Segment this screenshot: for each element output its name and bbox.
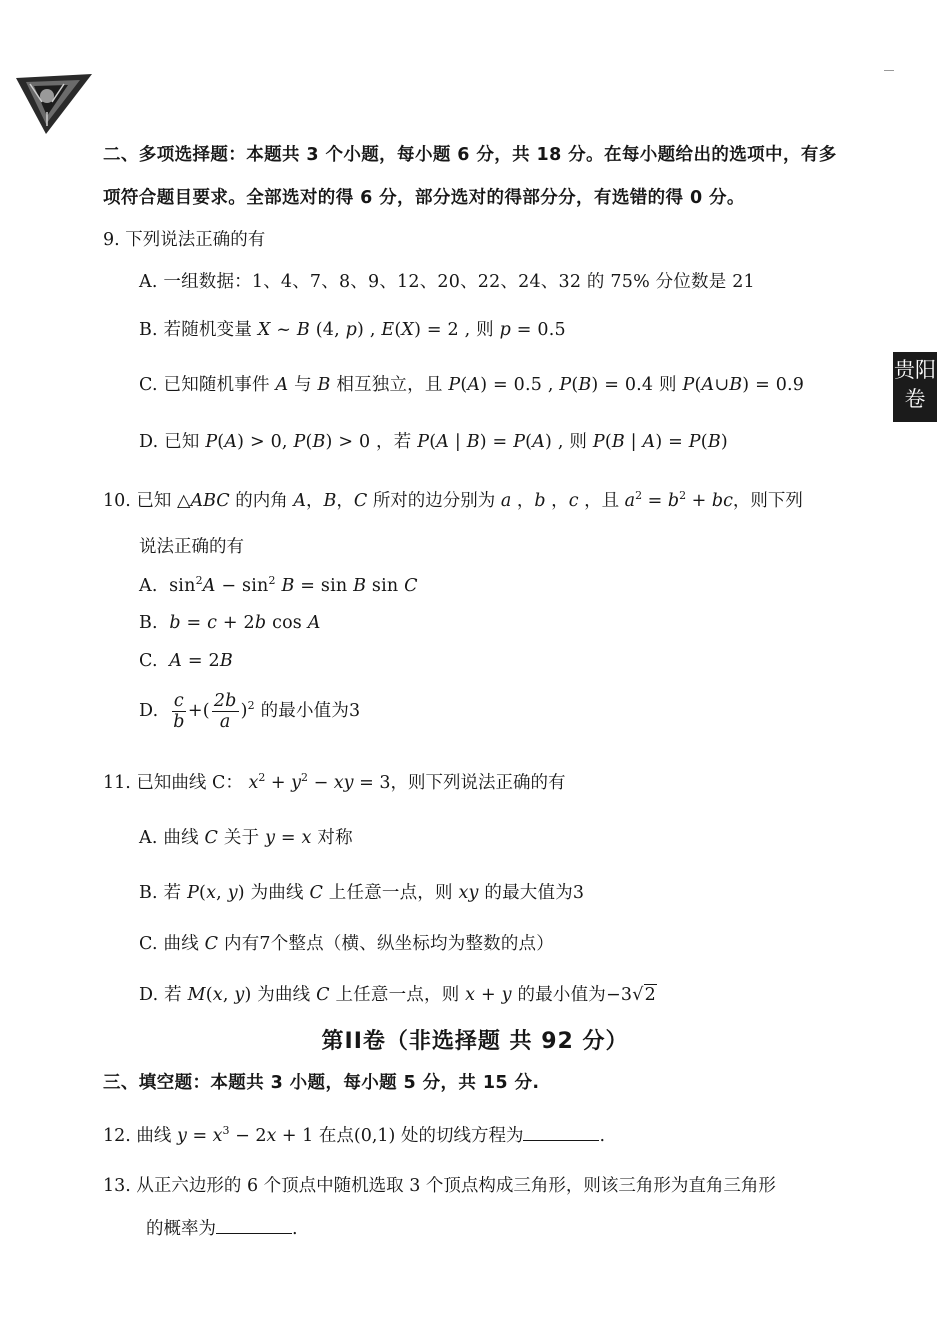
q9-option-c-label: C. 已知随机事件 <box>139 375 270 395</box>
q11-option-b-suffix: 的最大值为3 <box>484 883 585 903</box>
q11-option-a-text: 对称 <box>317 828 353 848</box>
q9-option-a: A. 一组数据：1、4、7、8、9、12、20、22、24、32 的 75% 分位数是 21 <box>139 272 755 292</box>
q12-prefix: 12. 曲线 <box>103 1126 172 1146</box>
q10-option-b: B. b = c + 2b cos A <box>139 613 321 633</box>
section3-heading: 三、填空题：本题共 3 小题，每小题 5 分，共 15 分. <box>103 1073 540 1093</box>
region-tab <box>893 352 937 422</box>
q10-stem-mid: 的内角 <box>235 491 288 511</box>
q12-mid: 在点 <box>318 1126 354 1146</box>
q9-option-c-formula: A 与 B 相互独立，且 P(A) = 0.5 , P(B) = 0.4 则 P(A∪B) = 0.9 <box>275 375 805 395</box>
q10-option-c: C. A = 2B <box>139 651 233 671</box>
q10-angles: A <box>293 491 306 511</box>
q11-option-d: D. 若 M(x, y) 为曲线 C 上任意一点，则 x + y 的最小值为−3√2 <box>139 985 656 1005</box>
part2-title: 第II卷（非选择题 共 92 分） <box>321 1029 629 1054</box>
q10-stem-suffix: ，则下列 <box>732 491 803 511</box>
scan-mark <box>884 70 894 71</box>
q12-curve: $y = x^3 - 2x + 1$ <box>176 1124 314 1146</box>
q11-stem-suffix: ，则下列说法正确的有 <box>390 773 566 793</box>
q9-option-b-formula: X ~ B (4, p) , E(X) = 2 , 则 p = 0.5 <box>257 320 566 340</box>
school-seal-logo <box>14 72 94 140</box>
q12-answer-blank[interactable] <box>523 1126 599 1141</box>
q13-line2-text: 的概率为 <box>146 1219 216 1239</box>
q9-option-d-formula: P(A) > 0, P(B) > 0 ，若 P(A | B) = P(A) , 则 P(B | A) = P(B) <box>205 432 728 452</box>
q13-answer-blank[interactable] <box>216 1219 292 1234</box>
q10-stem-mid2: 所对的边分别为 <box>372 491 496 511</box>
q11-option-c-text: 内有7个整点（横、纵坐标均为整数的点） <box>224 934 554 954</box>
q9-option-d-label: D. 已知 <box>139 432 200 452</box>
q9-option-b <box>139 318 566 342</box>
q13-stem-line1: 13. 从正六边形的 6 个顶点中随机选取 3 个顶点构成三角形，则该三角形为直角三角形 <box>103 1176 776 1196</box>
q11-stem <box>103 771 566 795</box>
q10-stem-prefix: 10. 已知 <box>103 491 172 511</box>
q11-option-b-mid: 为曲线 <box>250 883 304 903</box>
section2-heading-line1: 二、多项选择题：本题共 3 个小题，每小题 6 分，共 18 分。在每小题给出的选项中，有多 <box>103 145 837 165</box>
region-tab-line2: 卷 <box>904 387 926 411</box>
q12-suffix: 处的切线方程为 <box>400 1126 524 1146</box>
q13-stem-line2: 的概率为 . <box>146 1219 298 1239</box>
q10-stem-line1: 10. 已知 △ABC 的内角 A，B，C 所对的边分别为 a ，b ，c ，且 $a^2 = b^2$ + bc，则下列 <box>103 489 803 511</box>
q11-option-a: A. 曲线 C 关于 y = x 对称 <box>139 828 353 848</box>
region-tab-line1: 贵阳 <box>894 358 936 382</box>
q12-point: (0,1) <box>353 1126 396 1146</box>
q10-sides: a ，b ，c ，且 $a^2 = b^2$ + bc <box>500 489 733 511</box>
q11-option-c: C. 曲线 C 内有7个整点（横、纵坐标均为整数的点） <box>139 934 554 954</box>
q11-curve-equation: $x^2 + y^2$ − xy = 3 <box>248 771 391 793</box>
q9-stem: 9. 下列说法正确的有 <box>103 230 266 250</box>
q10-stem-line2: 说法正确的有 <box>139 537 244 557</box>
q11-option-d-mid: 为曲线 <box>257 985 311 1005</box>
q11-option-b: B. 若 P(x, y) 为曲线 C 上任意一点，则 xy 的最大值为3 <box>139 883 585 903</box>
q10-triangle: △ABC <box>176 491 230 511</box>
q12-stem: 12. 曲线 $y = x^3 - 2x + 1$ 在点(0,1) 处的切线方程为 . <box>103 1124 606 1146</box>
q10-option-a: A. $\sin^2A - \sin^2 B = \sin B$ sin C <box>139 574 418 596</box>
q11-option-d-suffix: 的最小值为 <box>517 985 606 1005</box>
q9-option-c <box>139 373 804 397</box>
q10-option-d: D. $\frac{c}{b}$ +( $\frac{2b}{a}$ )$^2$ 的最小值为3 <box>139 691 361 732</box>
q9-option-b-label: B. 若随机变量 <box>139 320 253 340</box>
section2-heading-line2: 项符合题目要求。全部选对的得 6 分，部分选对的得部分分，有选错的得 0 分。 <box>103 188 745 208</box>
q10-option-d-suffix: 的最小值为3 <box>260 701 361 721</box>
q11-stem-prefix: 11. 已知曲线 C： <box>103 773 243 793</box>
q9-option-d <box>139 430 728 454</box>
